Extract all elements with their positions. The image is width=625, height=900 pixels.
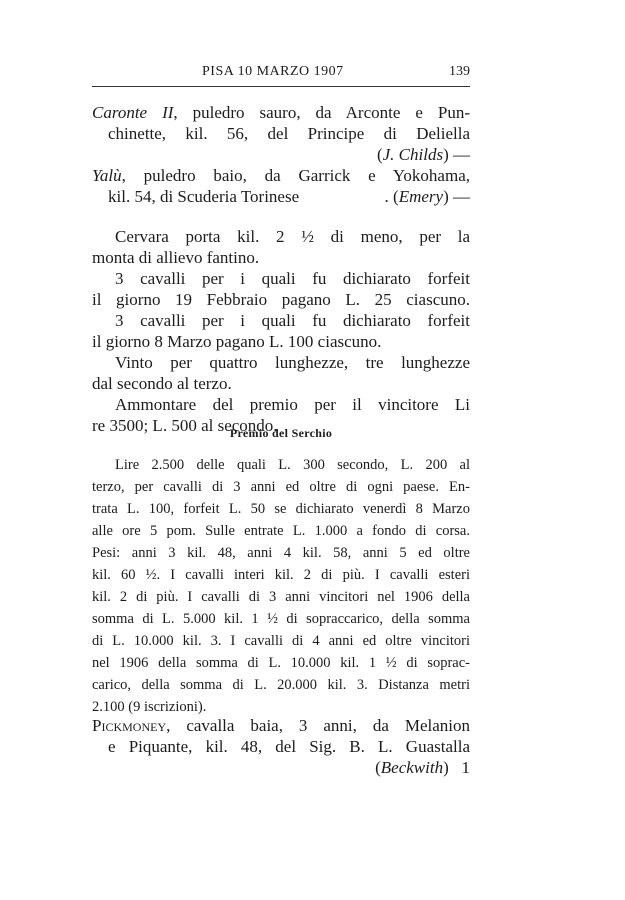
page-number: 139 xyxy=(449,64,470,79)
condition-line: Lire 2.500 delle quali L. 300 secondo, L. 200 al xyxy=(115,457,470,473)
jockey-line: (Beckwith) 1 xyxy=(375,758,470,777)
note-line: monta di allievo fantino. xyxy=(92,248,260,267)
jockey-name: Beckwith xyxy=(380,758,444,777)
note-line: re 3500; L. 500 al secondo. xyxy=(92,416,278,435)
jockey-name: J. Childs xyxy=(382,145,444,164)
header-title: PISA 10 MARZO 1907 xyxy=(202,64,344,79)
entry-line: Yalù, puledro baio, da Garrick e Yokohama, xyxy=(92,166,470,185)
section-title: Premio del Serchio xyxy=(229,426,333,440)
condition-line: kil. 60 ½. I cavalli interi kil. 2 di più. I cavalli esteri xyxy=(92,567,470,583)
running-header xyxy=(92,62,470,84)
condition-line: trata L. 100, forfeit L. 50 se dichiarato venerdì 8 Marzo xyxy=(92,501,470,517)
note-line: 3 cavalli per i quali fu dichiarato forfeit xyxy=(115,311,470,330)
note-line: Vinto per quattro lunghezze, tre lunghezze xyxy=(115,353,470,372)
note-line: Ammontare del premio per il vincitore Li xyxy=(115,395,470,414)
note-line: Cervara porta kil. 2 ½ di meno, per la xyxy=(115,227,470,246)
placing: 1 xyxy=(461,758,470,777)
entry-line: kil. 54, di Scuderia Torinese . (Emery) — xyxy=(108,187,470,206)
condition-line: carico, della somma di L. 20.000 kil. 3. Distanza metri xyxy=(92,677,470,693)
entry-line: chinette, kil. 56, del Principe di Deliella xyxy=(108,124,470,143)
jockey-line: (J. Childs) — xyxy=(376,145,470,164)
note-line: dal secondo al terzo. xyxy=(92,374,232,393)
horse-name: Yalù xyxy=(92,166,122,185)
jockey-name: Emery xyxy=(398,187,444,206)
placing: — xyxy=(453,187,470,206)
entry-line: Pickmoney, cavalla baia, 3 anni, da Melanion xyxy=(92,716,470,735)
condition-line: terzo, per cavalli di 3 anni ed oltre di ogni paese. En- xyxy=(92,479,470,495)
condition-line: Pesi: anni 3 kil. 48, anni 4 kil. 58, anni 5 ed oltre xyxy=(92,545,470,561)
condition-line: alle ore 5 pom. Sulle entrate L. 1.000 a fondo di corsa. xyxy=(92,523,470,539)
entry-line: e Piquante, kil. 48, del Sig. B. L. Guastalla xyxy=(108,737,470,756)
placing: — xyxy=(453,145,470,164)
header-rule xyxy=(92,86,470,87)
condition-line: somma di L. 5.000 kil. 1 ½ di sopraccarico, della somma xyxy=(92,611,470,627)
entry-line: Caronte II, puledro sauro, da Arconte e Pun- xyxy=(92,103,470,122)
condition-line: nel 1906 della somma di L. 10.000 kil. 1 ½ di soprac- xyxy=(92,655,470,671)
horse-name: Caronte II xyxy=(92,103,174,122)
note-line: 3 cavalli per i quali fu dichiarato forfeit xyxy=(115,269,470,288)
condition-line: 2.100 (9 iscrizioni). xyxy=(92,699,207,715)
condition-line: kil. 2 di più. I cavalli di 3 anni vincitori nel 1906 della xyxy=(92,589,470,605)
note-line: il giorno 19 Febbraio pagano L. 25 ciascuno. xyxy=(92,290,470,309)
condition-line: di L. 10.000 kil. 3. I cavalli di 4 anni ed oltre vincitori xyxy=(92,633,470,649)
horse-name: Pickmoney xyxy=(92,716,167,735)
note-line: il giorno 8 Marzo pagano L. 100 ciascuno. xyxy=(92,332,382,351)
